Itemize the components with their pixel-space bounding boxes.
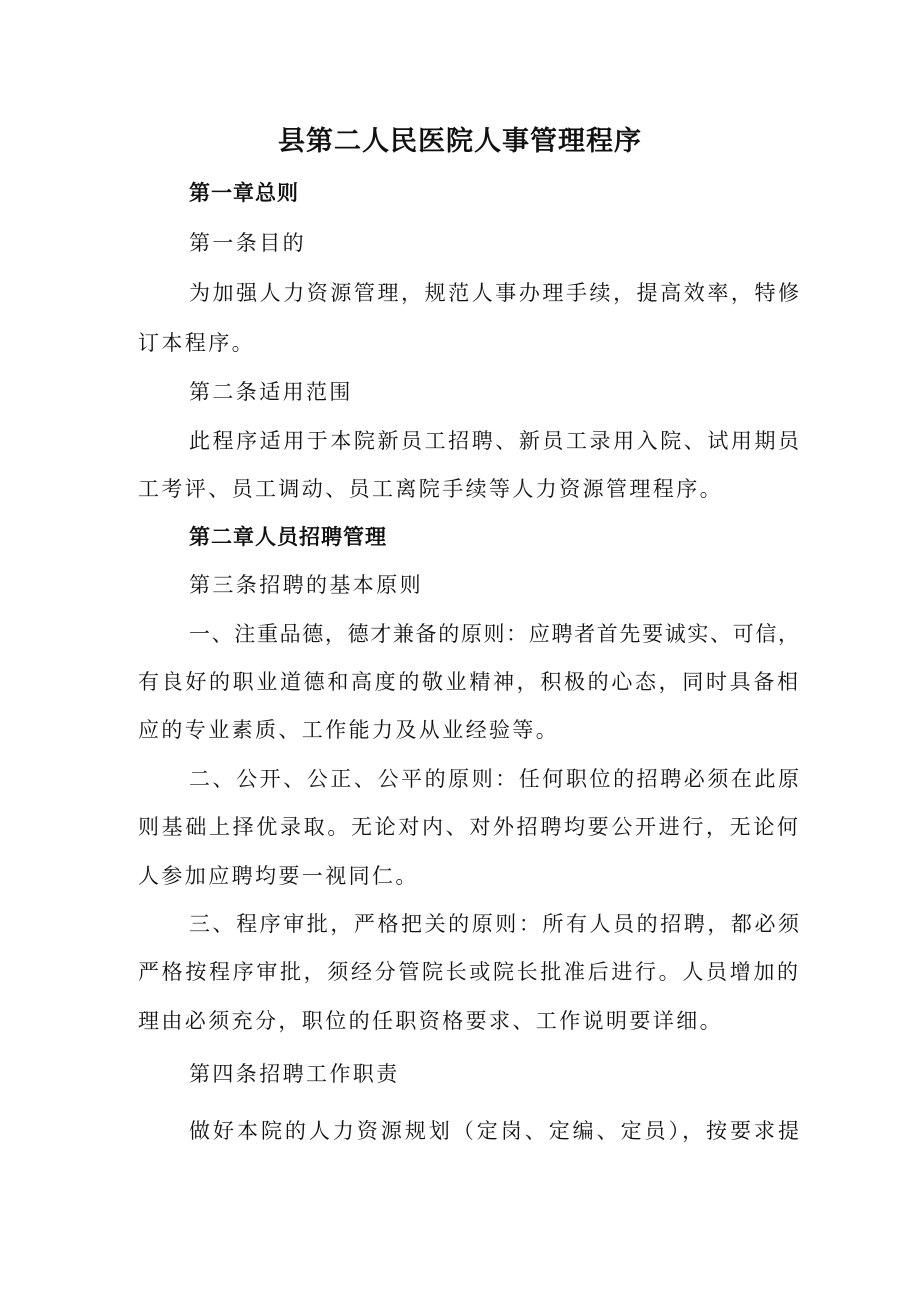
paragraph-line: 人参加应聘均要一视同仁。 [138,864,419,888]
article-heading-1: 第一条目的 [189,231,306,255]
paragraph-line: 一、注重品德，德才兼备的原则：应聘者首先要诚实、可信， [189,622,799,646]
paragraph-line: 应的专业素质、工作能力及从业经验等。 [138,718,560,742]
chapter-heading-1: 第一章总则 [189,181,299,205]
article-heading-2: 第二条适用范围 [189,380,353,404]
paragraph-line: 做好本院的人力资源规划（定岗、定编、定员），按要求提 [189,1119,799,1143]
paragraph-line: 订本程序。 [138,331,255,355]
paragraph-line: 严格按程序审批，须经分管院长或院长批准后进行。人员增加的 [138,960,798,984]
paragraph-line: 理由必须充分，职位的任职资格要求、工作说明要详细。 [138,1009,723,1033]
paragraph-line: 此程序适用于本院新员工招聘、新员工录用入院、试用期员 [189,429,799,453]
paragraph-line: 工考评、员工调动、员工离院手续等人力资源管理程序。 [138,477,723,501]
article-heading-3: 第三条招聘的基本原则 [189,573,423,597]
article-heading-4: 第四条招聘工作职责 [189,1062,400,1086]
paragraph-line: 三、程序审批，严格把关的原则：所有人员的招聘，都必须 [189,912,799,936]
paragraph-line: 则基础上择优录取。无论对内、对外招聘均要公开进行，无论何 [138,815,798,839]
paragraph-line: 为加强人力资源管理，规范人事办理手续，提高效率，特修 [189,281,799,305]
paragraph-line: 有良好的职业道德和高度的敬业精神，积极的心态，同时具备相 [138,670,798,694]
paragraph-line: 二、公开、公正、公平的原则：任何职位的招聘必须在此原 [189,767,799,791]
chapter-heading-2: 第二章人员招聘管理 [189,525,387,549]
document-title: 县第二人民医院人事管理程序 [278,126,642,157]
